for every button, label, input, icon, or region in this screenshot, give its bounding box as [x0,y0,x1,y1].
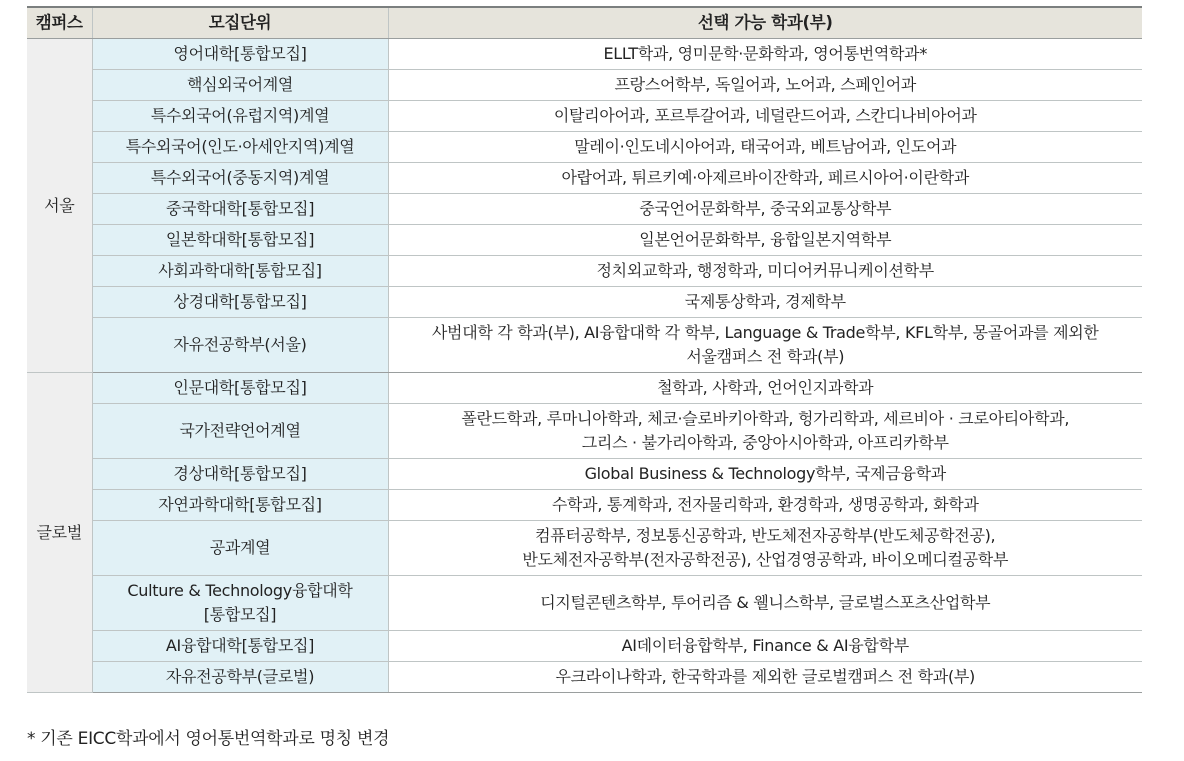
table-row [27,256,1142,287]
majors-line: 반도체전자공학부(전자공학전공), 산업경영공학과, 바이오메디컬공학부 [522,550,1009,569]
majors-cell: 철학과, 사학과, 언어인지과학과 [388,373,1142,404]
majors-cell: 정치외교학과, 행정학과, 미디어커뮤니케이션학부 [388,256,1142,287]
unit-cell: 사회과학대학[통합모집] [92,256,388,287]
table-row [27,459,1142,490]
majors-cell: 중국언어문화학부, 중국외교통상학부 [388,194,1142,225]
unit-cell: 경상대학[통합모집] [92,459,388,490]
majors-cell: ELLT학과, 영미문학·문화학과, 영어통번역학과* [388,39,1142,70]
unit-cell: 영어대학[통합모집] [92,39,388,70]
majors-cell [388,521,1142,576]
unit-cell: 자연과학대학[통합모집] [92,490,388,521]
campus-global: 글로벌 [27,373,92,693]
unit-cell: AI융합대학[통합모집] [92,631,388,662]
unit-cell: 자유전공학부(글로벌) [92,662,388,693]
unit-line: Culture & Technology융합대학 [127,581,353,600]
majors-line: 서울캠퍼스 전 학과(부) [686,347,845,366]
table-header-row [27,7,1142,39]
unit-cell: 국가전략언어계열 [92,404,388,459]
majors-cell: 우크라이나학과, 한국학과를 제외한 글로벌캠퍼스 전 학과(부) [388,662,1142,693]
majors-cell: AI데이터융합학부, Finance & AI융합학부 [388,631,1142,662]
unit-cell: 일본학대학[통합모집] [92,225,388,256]
table-row [27,132,1142,163]
footnote: * 기존 EICC학과에서 영어통번역학과로 명칭 변경 [27,729,390,749]
majors-cell: 이탈리아어과, 포르투갈어과, 네덜란드어과, 스칸디나비아어과 [388,101,1142,132]
majors-line: 사범대학 각 학과(부), AI융합대학 각 학부, Language & Trade학부, KFL학부, 몽골어과를 제외한 [431,323,1099,342]
table-row [27,521,1142,576]
majors-cell: 일본언어문화학부, 융합일본지역학부 [388,225,1142,256]
table-row [27,39,1142,70]
unit-line: [통합모집] [203,605,277,624]
majors-cell: 아랍어과, 튀르키예·아제르바이잔학과, 페르시아어·이란학과 [388,163,1142,194]
majors-cell: 말레이·인도네시아어과, 태국어과, 베트남어과, 인도어과 [388,132,1142,163]
unit-cell: 자유전공학부(서울) [92,318,388,373]
table-row [27,194,1142,225]
unit-cell: 특수외국어(유럽지역)계열 [92,101,388,132]
majors-cell: 수학과, 통계학과, 전자물리학과, 환경학과, 생명공학과, 화학과 [388,490,1142,521]
unit-cell: 특수외국어(인도·아세안지역)계열 [92,132,388,163]
unit-cell: 인문대학[통합모집] [92,373,388,404]
majors-line: 폴란드학과, 루마니아학과, 체코·슬로바키아학과, 헝가리학과, 세르비아 · 크로아티아학과, [461,409,1070,428]
table-row [27,163,1142,194]
admission-units-table [27,6,1142,693]
majors-cell: Global Business & Technology학부, 국제금융학과 [388,459,1142,490]
table-row [27,490,1142,521]
unit-cell: 상경대학[통합모집] [92,287,388,318]
table-row [27,631,1142,662]
header-unit: 모집단위 [92,7,388,39]
table-row [27,70,1142,101]
majors-cell: 프랑스어학부, 독일어과, 노어과, 스페인어과 [388,70,1142,101]
majors-cell: 디지털콘텐츠학부, 투어리즘 & 웰니스학부, 글로벌스포츠산업학부 [388,576,1142,631]
unit-cell: 공과계열 [92,521,388,576]
table-row [27,576,1142,631]
campus-seoul: 서울 [27,39,92,373]
majors-cell: 국제통상학과, 경제학부 [388,287,1142,318]
unit-cell: 중국학대학[통합모집] [92,194,388,225]
majors-line: 그리스 · 불가리아학과, 중앙아시아학과, 아프리카학부 [581,433,949,452]
table-row [27,225,1142,256]
table-row [27,373,1142,404]
majors-cell [388,318,1142,373]
unit-cell: 특수외국어(중동지역)계열 [92,163,388,194]
header-campus: 캠퍼스 [27,7,92,39]
table-row [27,318,1142,373]
unit-cell: 핵심외국어계열 [92,70,388,101]
majors-line: 컴퓨터공학부, 정보통신공학과, 반도체전자공학부(반도체공학전공), [535,526,996,545]
table-row [27,662,1142,693]
table-row [27,404,1142,459]
unit-cell [92,576,388,631]
table-row [27,101,1142,132]
table-row [27,287,1142,318]
majors-cell [388,404,1142,459]
header-majors: 선택 가능 학과(부) [388,7,1142,39]
